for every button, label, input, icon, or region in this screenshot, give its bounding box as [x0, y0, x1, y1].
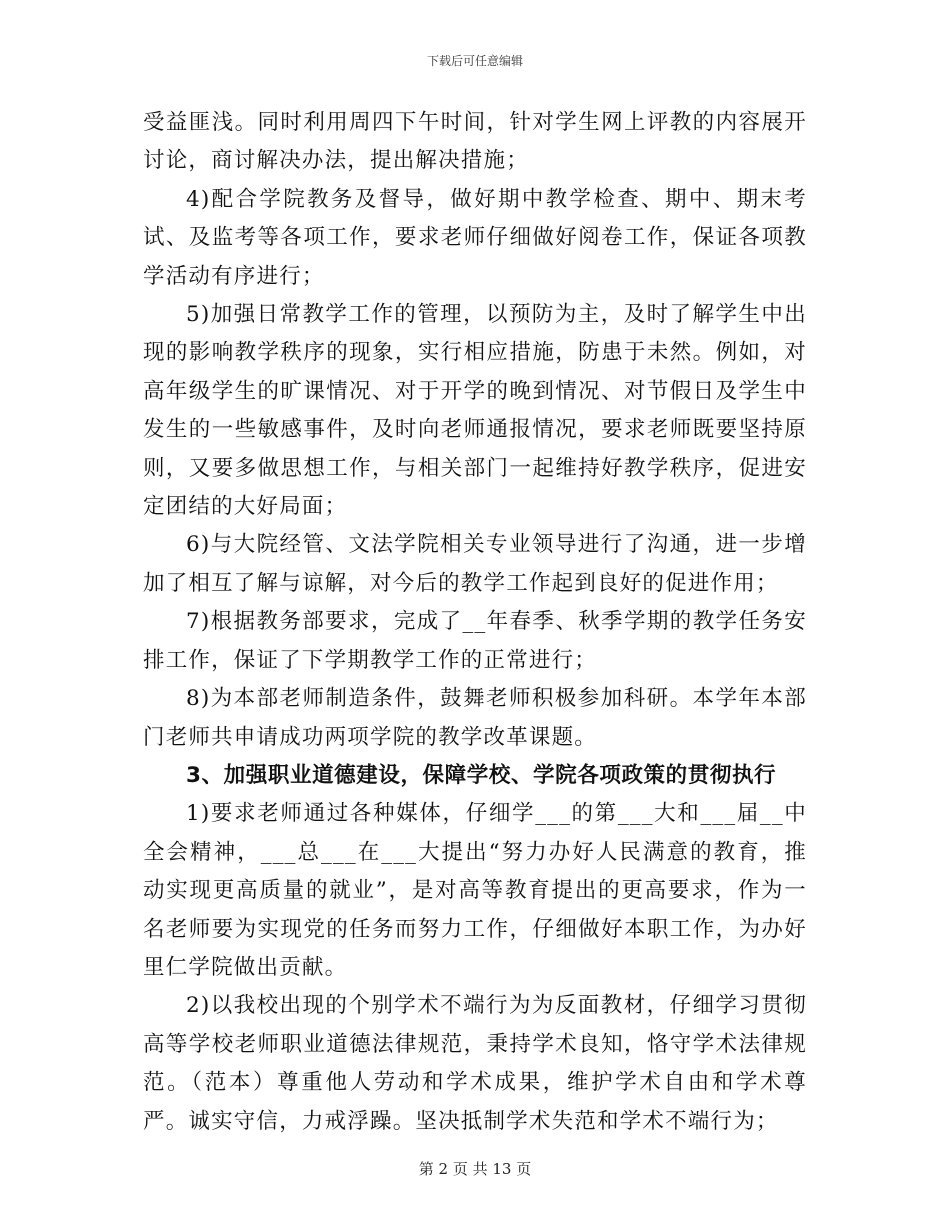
paragraph-item-4: 4)配合学院教务及督导，做好期中教学检查、期中、期末考试、及监考等各项工作，要求老师仔细做好阅卷工作，保证各项教学活动有序进行； — [143, 186, 807, 289]
paragraph-continuation: 受益匪浅。同时利用周四下午时间，针对学生网上评教的内容展开讨论，商讨解决办法，提出解决措施； — [143, 110, 807, 174]
section-heading-3: 3、加强职业道德建设，保障学校、学院各项政策的贯彻执行 — [186, 762, 777, 788]
paragraph-item-7: 7)根据教务部要求，完成了__年春季、秋季学期的教学任务安排工作，保证了下学期教学工作的正常进行； — [143, 609, 807, 673]
paragraph-item-8: 8)为本部老师制造条件，鼓舞老师积极参加科研。本学年本部门老师共申请成功两项学院的教学改革课题。 — [143, 686, 807, 750]
page-header: 下载后可任意编辑 — [426, 54, 523, 68]
paragraph-item-6: 6)与大院经管、文法学院相关专业领导进行了沟通，进一步增加了相互了解与谅解，对今后的教学工作起到良好的促进作用； — [143, 532, 807, 596]
paragraph-item-5: 5)加强日常教学工作的管理，以预防为主，及时了解学生中出现的影响教学秩序的现象，实行相应措施，防患于未然。例如，对高年级学生的旷课情况、对于开学的晚到情况、对节假日及学生中发生的一些敏感事件，及时向老师通报情况，要求老师既要坚持原则，又要多做思想工作，与相关部门一起维持好教学秩序，促进安定团结的大好局面； — [143, 302, 807, 520]
page-footer: 第 2 页 共 13 页 — [418, 1160, 532, 1178]
paragraph-section3-item-1: 1)要求老师通过各种媒体，仔细学___的第___大和___届__中全会精神，___总___在___大提出“努力办好人民满意的教育，推动实现更高质量的就业”，是对高等教育提出的更高要求，作为一名老师要为实现党的任务而努力工作，仔细做好本职工作，为办好里仁学院做出贡献。 — [143, 801, 808, 980]
document-body — [143, 104, 807, 1141]
paragraph-section3-item-2: 2)以我校出现的个别学术不端行为为反面教材，仔细学习贯彻高等学校老师职业道德法律规范，秉持学术良知，恪守学术法律规范。（范本）尊重他人劳动和学术成果，维护学术自由和学术尊严。诚实守信，力戒浮躁。坚决抵制学术失范和学术不端行为； — [143, 993, 807, 1134]
